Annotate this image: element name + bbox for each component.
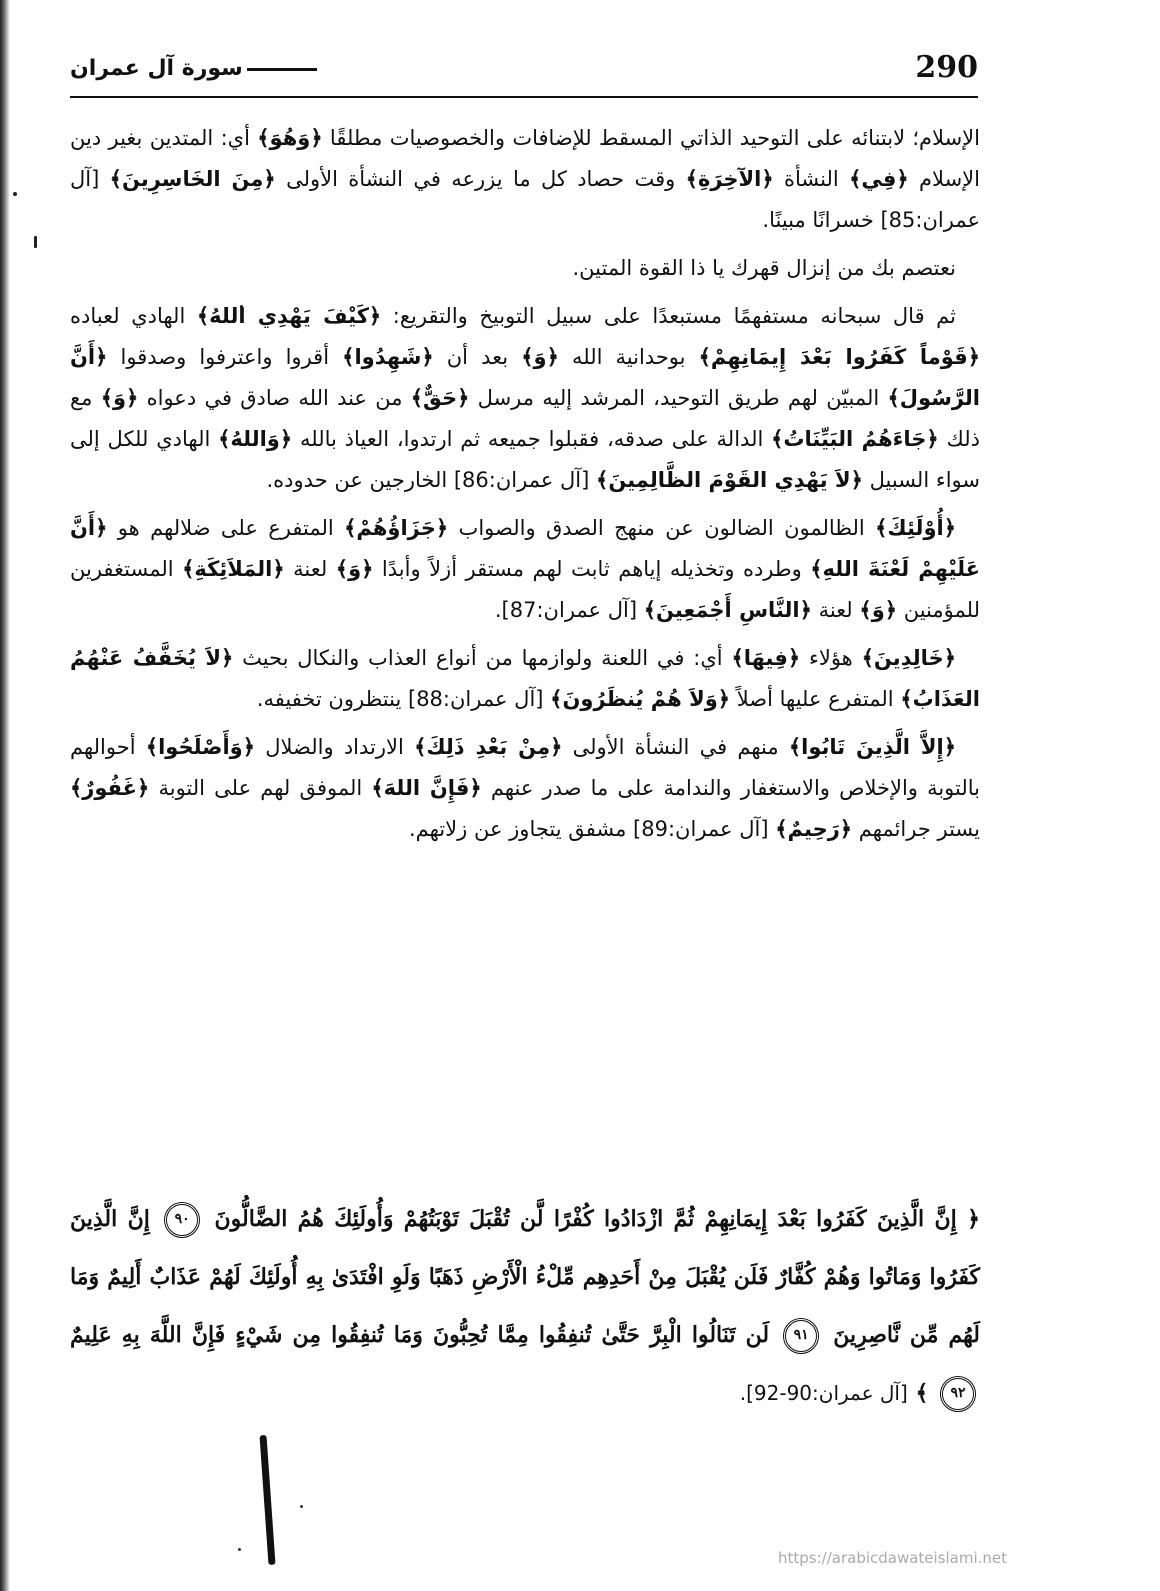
quran-quote: ﴿قَوْماً كَفَرُوا بَعْدَ إِيمَانِهِمْ﴾ — [698, 345, 980, 369]
commentary-text: منهم في النشأة الأولى — [562, 735, 789, 759]
commentary-text: الظالمون الضالون عن منهج الصدق والصواب — [448, 516, 876, 540]
quran-quote: ﴿وَاللهُ﴾ — [218, 427, 293, 451]
quran-quote: ﴿فِيهَا﴾ — [731, 646, 801, 670]
commentary-text: لعنة — [284, 557, 336, 581]
quran-quote: ﴿مِنْ بَعْدِ ذَلِكَ﴾ — [414, 735, 563, 759]
scan-speck — [34, 236, 37, 248]
quran-quote: ﴿وَأَصْلَحُوا﴾ — [145, 735, 256, 759]
quran-quote: ﴿أُوْلَئِكَ﴾ — [875, 516, 956, 540]
quran-quote: ﴿وَلاَ هُمْ يُنظَرُونَ﴾ — [550, 687, 731, 711]
surah-title — [70, 56, 321, 81]
quran-quote: ﴿حَقٌّ﴾ — [410, 386, 470, 410]
commentary-text: بوحدانية الله — [558, 345, 699, 369]
commentary-text: [آل عمران:88] ينتظرون تخفيفه. — [256, 687, 551, 711]
commentary-paragraph — [70, 248, 980, 289]
commentary-text: الهادي للكل إلى سواء السبيل — [70, 427, 980, 492]
quran-quote: ﴿فِي﴾ — [849, 167, 909, 191]
commentary-text: [آل عمران:86] الخارجين عن حدوده. — [266, 468, 597, 492]
commentary-text: هؤلاء — [800, 646, 862, 670]
quran-quote: ﴿وَ﴾ — [859, 598, 898, 622]
quran-quote: ﴿المَلاَئِكَةِ﴾ — [182, 557, 285, 581]
commentary-text: أحوالهم بالتوبة والإخلاص والاستغفار والندامة على ما صدر عنهم — [70, 735, 980, 800]
commentary-text: الإسلام؛ لابتنائه على التوحيد الذاتي المسقط للإضافات والخصوصيات مطلقًا — [322, 126, 980, 150]
commentary-text: ثم قال سبحانه مستفهمًا مستبعدًا على سبيل التوبيخ والتقريع: — [381, 304, 956, 328]
commentary-paragraph — [70, 508, 980, 631]
quran-quote: ﴿لاَ يَهْدِي القَوْمَ الظَّالِمِينَ﴾ — [596, 468, 863, 492]
commentary-text: مع ذلك — [70, 386, 980, 451]
quran-quote: ﴿خَالِدِينَ﴾ — [861, 646, 957, 670]
commentary-text: لعنة — [811, 598, 860, 622]
commentary-paragraph — [70, 727, 980, 850]
quran-quote: ﴿الآخِرَةِ﴾ — [685, 167, 774, 191]
quran-quote: ﴿جَاءَهُمُ البَيِّنَاتُ﴾ — [771, 427, 939, 451]
quran-quote: ﴿لاَ يُخَفَّفُ عَنْهُمُ العَذَابُ﴾ — [70, 646, 980, 711]
commentary-text: أي: المتدين بغير دين الإسلام — [70, 126, 980, 191]
ayah-number-marker: ٩٢ — [940, 1376, 976, 1412]
commentary-text: [آل عمران:87]. — [494, 598, 644, 622]
quran-quote: ﴿وَ﴾ — [521, 345, 559, 369]
commentary-text: الهادي لعباده — [70, 304, 197, 328]
page-header — [70, 48, 978, 98]
commentary-body — [70, 118, 980, 857]
quran-quote: ﴿وَهُوَ﴾ — [257, 126, 323, 150]
commentary-text: يستر جرائمهم — [852, 817, 980, 841]
quran-quote: ﴿أَنَّ عَلَيْهِمْ لَعْنَةَ اللهِ﴾ — [70, 516, 981, 581]
ayah-number-marker: ٩٠ — [164, 1202, 200, 1238]
handwritten-ink-stroke — [259, 1435, 275, 1565]
quran-quote: ﴿فَإِنَّ اللهَ﴾ — [371, 776, 482, 800]
commentary-text: [آل عمران:85] خسرانًا مبينًا. — [70, 167, 980, 232]
commentary-text: الارتداد والضلال — [255, 735, 415, 759]
commentary-paragraph — [70, 118, 980, 241]
commentary-text: من عند الله صادق في دعواه — [138, 386, 411, 410]
page-number: 290 — [915, 50, 978, 85]
commentary-text: المبيّن لهم طريق التوحيد، المرشد إليه مرسل — [469, 386, 888, 410]
commentary-text: وطرده وتخذيله إياهم ثابت لهم مستقر أزلاً وأبدًا — [373, 557, 811, 581]
ink-dot — [238, 1548, 241, 1551]
quran-quote: ﴿وَ﴾ — [335, 557, 374, 581]
commentary-text: النشأة — [773, 167, 850, 191]
quran-quote: ﴿مِنَ الخَاسِرِينَ﴾ — [109, 167, 276, 191]
quran-verse-block — [70, 1190, 980, 1422]
verse-text: ﴾ — [907, 1380, 936, 1406]
quran-quote: ﴿إِلاَّ الَّذِينَ تَابُوا﴾ — [788, 735, 957, 759]
commentary-text: نعتصم بك من إنزال قهرك يا ذا القوة المتين. — [572, 256, 956, 280]
commentary-text: أقروا واعترفوا وصدقوا — [107, 345, 343, 369]
commentary-text: وقت حصاد كل ما يزرعه في النشأة الأولى — [275, 167, 686, 191]
quran-quote: ﴿وَ﴾ — [100, 386, 139, 410]
commentary-text: المتفرع على ضلالهم هو — [107, 516, 345, 540]
watermark-url: https://arabicdawateislami.net — [778, 1549, 1008, 1567]
title-rule — [247, 68, 317, 71]
quran-quote: ﴿أَنَّ الرَّسُولَ﴾ — [70, 345, 980, 410]
commentary-text: المستغفرين للمؤمنين — [70, 557, 980, 622]
quran-quote: ﴿غَفُورٌ﴾ — [70, 776, 150, 800]
ayah-number-marker: ٩١ — [783, 1318, 819, 1354]
quran-quote: ﴿شَهِدُوا﴾ — [342, 345, 434, 369]
commentary-text: بعد أن — [433, 345, 522, 369]
commentary-text: [آل عمران:89] مشفق يتجاوز عن زلاتهم. — [409, 817, 776, 841]
surah-title-text: سورة آل عمران — [70, 56, 243, 81]
commentary-text: أي: في اللعنة ولوازمها من أنواع العذاب والنكال بحيث — [233, 646, 732, 670]
commentary-paragraph — [70, 296, 980, 501]
quran-quote: ﴿جَزَاؤُهُمْ﴾ — [344, 516, 449, 540]
commentary-text: الموفق لهم على التوبة — [149, 776, 372, 800]
commentary-text: المتفرع عليها أصلاً — [730, 687, 901, 711]
verse-text: ﴿ إِنَّ الَّذِينَ كَفَرُوا بَعْدَ إِيمَانِهِمْ ثُمَّ ازْدَادُوا كُفْرًا لَّن تُقْبَلَ تَوْبَتُهُمْ وَأُولَئِكَ هُمُ الضَّالُّونَ — [204, 1206, 980, 1232]
quran-quote: ﴿النَّاسِ أَجْمَعِينَ﴾ — [643, 598, 812, 622]
scan-speck — [13, 192, 17, 196]
commentary-text: الدالة على صدقه، فقبلوا جميعه ثم ارتدوا، العياذ بالله — [292, 427, 772, 451]
verse-reference: [آل عمران:90-92]. — [739, 1381, 908, 1405]
ink-dot — [300, 1505, 303, 1508]
commentary-paragraph — [70, 638, 980, 720]
verse-text: لَن تَنَالُوا الْبِرَّ حَتَّىٰ تُنفِقُوا مِمَّا تُحِبُّونَ وَمَا تُنفِقُوا مِن شَيْءٍ فَإِنَّ اللَّهَ بِهِ عَلِيمٌ — [70, 1322, 780, 1348]
scan-edge-shadow — [0, 0, 10, 1591]
quran-quote: ﴿كَيْفَ يَهْدِي اللهُ﴾ — [196, 304, 382, 328]
verse-text: إِنَّ الَّذِينَ كَفَرُوا وَمَاتُوا وَهُمْ كُفَّارٌ فَلَن يُقْبَلَ مِنْ أَحَدِهِم مِّلْءُ الْأَرْضِ ذَهَبًا وَلَوِ افْتَدَىٰ بِهِ أُولَئِكَ لَهُمْ عَذَابٌ أَلِيمٌ وَمَا لَهُم مِّن نَّاصِرِينَ — [70, 1206, 980, 1348]
quran-quote: ﴿رَحِيمٌ﴾ — [775, 817, 853, 841]
